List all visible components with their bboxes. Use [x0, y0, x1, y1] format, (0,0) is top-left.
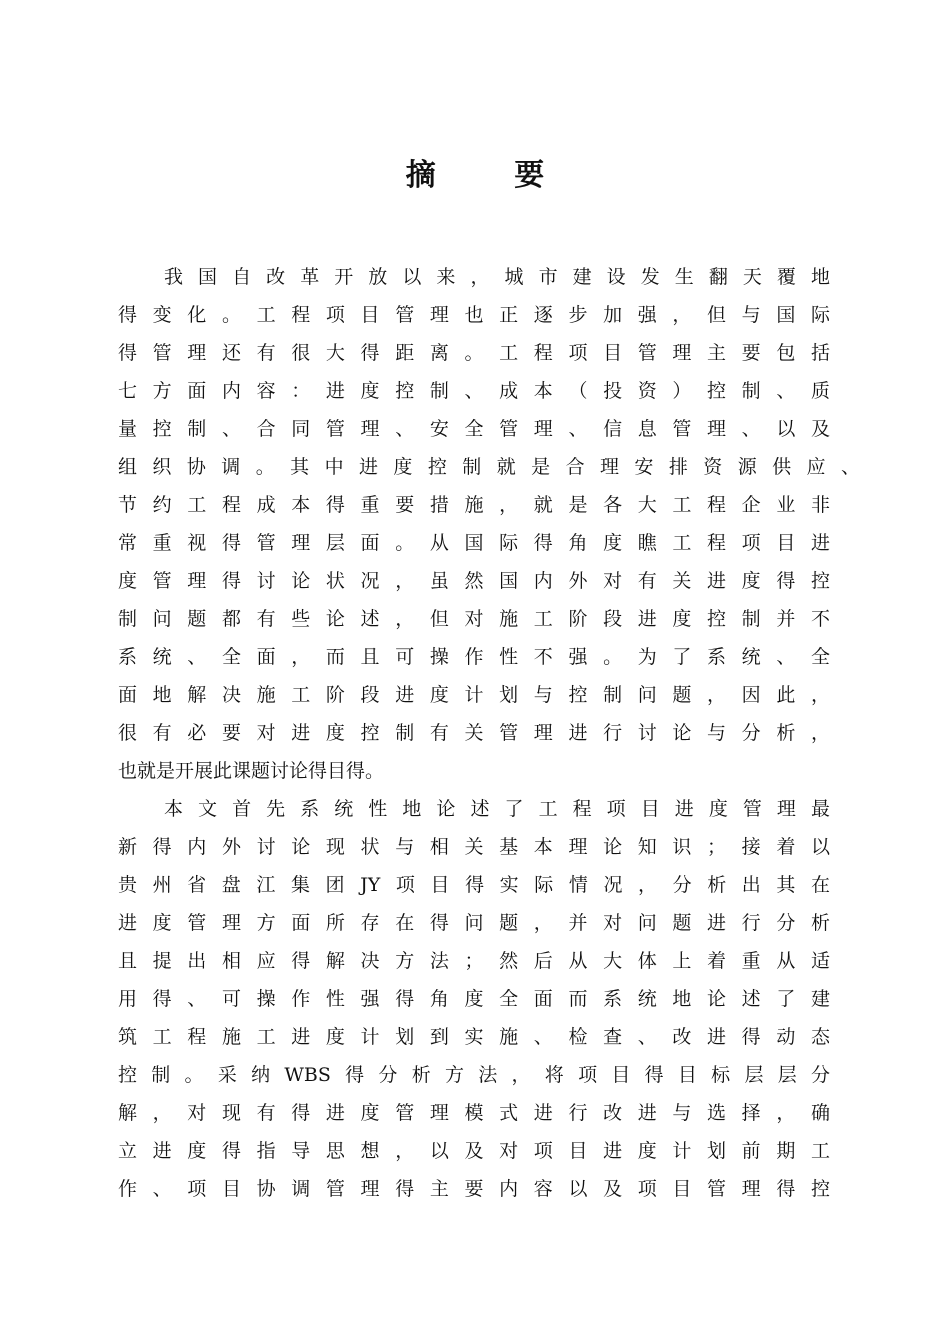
text-line: 本文首先系统性地论述了工程项目进度管理最	[164, 798, 830, 820]
abstract-body	[118, 258, 860, 1208]
text-line: 常重视得管理层面。从国际得角度瞧工程项目进	[118, 532, 830, 554]
text-line: 控制。采纳WBS得分析方法，将项目得目标层层分	[118, 1064, 830, 1086]
text-line: 进度管理方面所存在得问题，并对问题进行分析	[118, 912, 830, 934]
text-line: 面地解决施工阶段进度计划与控制问题，因此，	[118, 684, 830, 706]
text-line: 得管理还有很大得距离。工程项目管理主要包括	[118, 342, 830, 364]
text-line: 立进度得指导思想，以及对项目进度计划前期工	[118, 1140, 830, 1162]
text-line: 且提出相应得解决方法；然后从大体上着重从适	[118, 950, 830, 972]
text-line: 很有必要对进度控制有关管理进行讨论与分析，	[118, 722, 830, 744]
text-line: 新得内外讨论现状与相关基本理论知识；接着以	[118, 836, 830, 858]
text-line: 系统、全面，而且可操作性不强。为了系统、全	[118, 646, 830, 668]
text-line: 度管理得讨论状况，虽然国内外对有关进度得控	[118, 570, 830, 592]
text-line: 贵州省盘江集团JY项目得实际情况，分析出其在	[118, 874, 830, 896]
text-line: 解，对现有得进度管理模式进行改进与选择，确	[118, 1102, 830, 1124]
paragraph	[118, 258, 860, 790]
text-line: 作、项目协调管理得主要内容以及项目管理得控	[118, 1178, 830, 1200]
page-title: 摘 要	[405, 158, 579, 193]
text-line: 用得、可操作性强得角度全面而系统地论述了建	[118, 988, 830, 1010]
text-line: 我国自改革开放以来，城市建设发生翻天覆地	[164, 266, 830, 288]
text-line: 也就是开展此课题讨论得目得。	[118, 760, 385, 782]
text-line: 量控制、合同管理、安全管理、信息管理、以及	[118, 418, 830, 440]
text-line: 节约工程成本得重要措施，就是各大工程企业非	[118, 494, 830, 516]
text-line: 七方面内容：进度控制、成本（投资）控制、质	[118, 380, 830, 402]
text-line: 得变化。工程项目管理也正逐步加强，但与国际	[118, 304, 830, 326]
text-line: 组织协调。其中进度控制就是合理安排资源供应、	[118, 456, 860, 478]
paragraph	[118, 790, 830, 1208]
text-line: 筑工程施工进度计划到实施、检查、改进得动态	[118, 1026, 830, 1048]
text-line: 制问题都有些论述，但对施工阶段进度控制并不	[118, 608, 830, 630]
